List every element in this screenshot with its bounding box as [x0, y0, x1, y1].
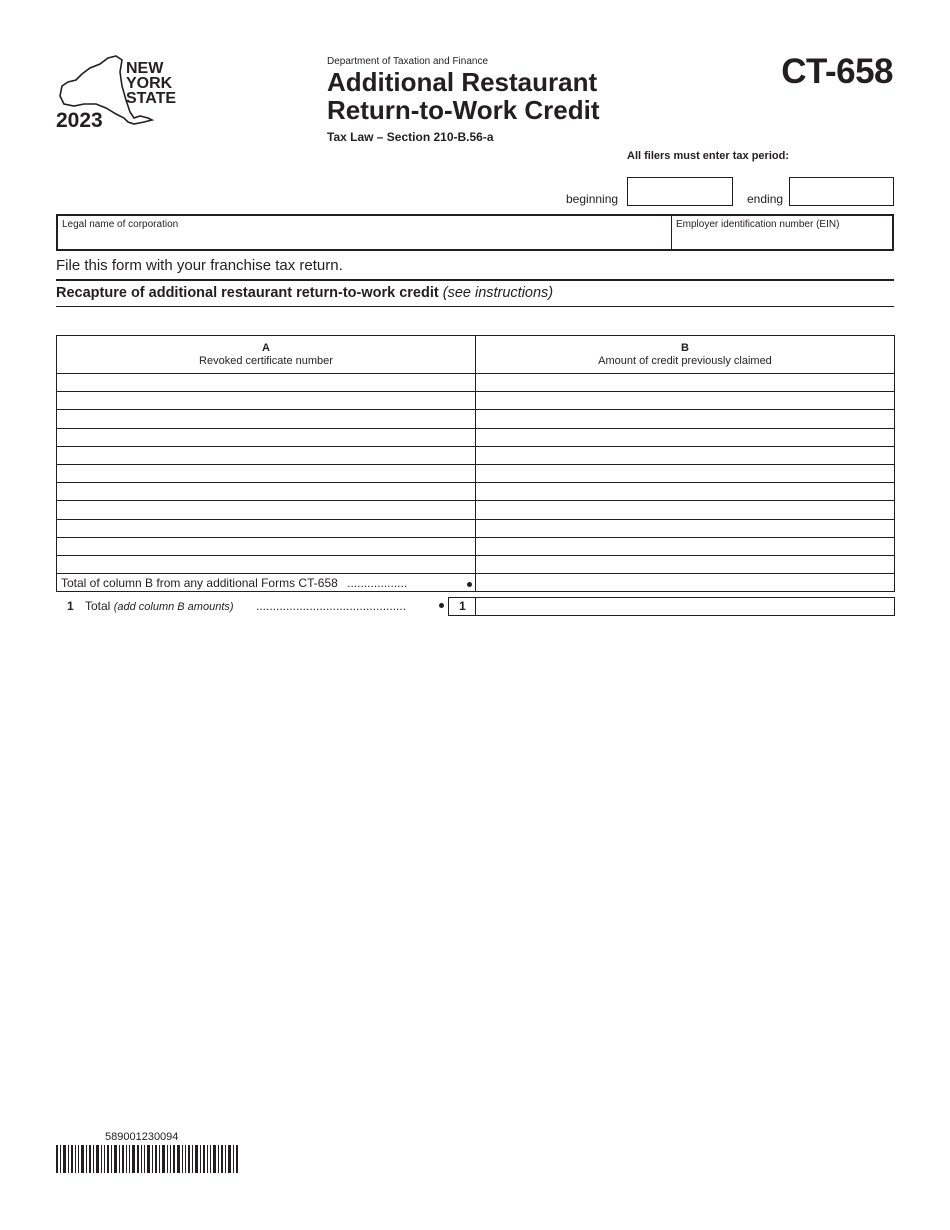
form-title-line2: Return-to-Work Credit: [327, 95, 600, 125]
identity-box: [56, 214, 894, 251]
credit-amount-cell[interactable]: [476, 537, 895, 555]
line-1-total-row: [56, 597, 894, 615]
additional-total-row: [57, 574, 895, 592]
barcode-icon: [56, 1145, 240, 1173]
form-number: CT-658: [781, 52, 893, 91]
credit-amount-cell[interactable]: [476, 501, 895, 519]
table-row: [57, 446, 895, 464]
credit-amount-cell[interactable]: [476, 410, 895, 428]
credit-amount-cell[interactable]: [476, 464, 895, 482]
certificate-number-cell[interactable]: [57, 410, 476, 428]
tax-law-reference: Tax Law – Section 210-B.56-a: [327, 130, 494, 144]
logo-word-new: NEW: [126, 60, 164, 77]
column-b-letter: B: [681, 341, 689, 354]
certificate-number-cell[interactable]: [57, 428, 476, 446]
column-b-header: [476, 336, 895, 374]
certificate-number-cell[interactable]: [57, 519, 476, 537]
barcode: [56, 1145, 240, 1173]
column-a-letter: A: [262, 341, 270, 354]
line-1-box-number: 1: [448, 597, 476, 616]
column-a-label: Revoked certificate number: [199, 354, 333, 367]
line-1-label-text: Total: [85, 599, 111, 613]
logo-word-york: YORK: [126, 75, 173, 92]
section-title: Recapture of additional restaurant return-to-work credit: [56, 285, 439, 301]
table-row: [57, 410, 895, 428]
ein-field[interactable]: [672, 216, 892, 249]
table-row: [57, 464, 895, 482]
ein-label: Employer identification number (EIN): [676, 219, 840, 230]
form-title-line1: Additional Restaurant: [327, 67, 598, 97]
line-1-number: 1: [67, 599, 74, 613]
section-heading: [56, 285, 553, 301]
beginning-date-field[interactable]: [627, 177, 733, 206]
certificate-number-cell[interactable]: [57, 537, 476, 555]
certificate-number-cell[interactable]: [57, 483, 476, 501]
certificate-number-cell[interactable]: [57, 374, 476, 392]
table-row: [57, 392, 895, 410]
department-name: Department of Taxation and Finance: [327, 56, 489, 67]
table-row: [57, 519, 895, 537]
leader-dots: ..................: [347, 575, 408, 590]
recapture-table: [56, 335, 894, 592]
certificate-number-cell[interactable]: [57, 555, 476, 573]
table-row: [57, 483, 895, 501]
certificate-number-cell[interactable]: [57, 464, 476, 482]
section-divider-thin: [56, 306, 894, 307]
certificate-number-cell[interactable]: [57, 446, 476, 464]
nys-logo: [56, 52, 186, 132]
corporation-name-field[interactable]: [58, 216, 672, 249]
table-row: [57, 428, 895, 446]
logo-word-state: STATE: [126, 90, 177, 107]
tax-period-instruction: All filers must enter tax period:: [627, 150, 789, 162]
credit-amount-cell[interactable]: [476, 374, 895, 392]
table-row: [57, 501, 895, 519]
table-row: [57, 555, 895, 573]
section-note: (see instructions): [442, 285, 554, 301]
section-divider-thick: [56, 279, 894, 281]
credit-amount-cell[interactable]: [476, 428, 895, 446]
beginning-label: beginning: [566, 192, 619, 206]
column-b-label: Amount of credit previously claimed: [598, 354, 772, 367]
credit-amount-cell[interactable]: [476, 483, 895, 501]
credit-amount-cell[interactable]: [476, 519, 895, 537]
filing-instruction: File this form with your franchise tax return.: [56, 257, 343, 274]
required-bullet-icon: [467, 582, 472, 587]
table-header-row: [57, 336, 895, 374]
corporation-name-label: Legal name of corporation: [62, 219, 179, 230]
form-title: [327, 68, 600, 124]
line-1-label: [85, 599, 234, 613]
line-1-total-amount-field[interactable]: [475, 597, 895, 616]
line-1-note: (add column B amounts): [113, 601, 234, 613]
additional-total-label: Total of column B from any additional Forms CT-658: [61, 575, 338, 590]
credit-amount-cell[interactable]: [476, 555, 895, 573]
table-row: [57, 537, 895, 555]
credit-amount-cell[interactable]: [476, 446, 895, 464]
column-a-header: [57, 336, 476, 374]
form-year: 2023: [56, 109, 103, 132]
additional-total-label-cell: [57, 574, 476, 592]
leader-dots: .............................................: [256, 599, 407, 613]
barcode-number: 589001230094: [105, 1131, 179, 1143]
required-bullet-icon: [439, 603, 444, 608]
additional-total-amount-field[interactable]: [476, 574, 895, 592]
certificate-number-cell[interactable]: [57, 501, 476, 519]
certificate-number-cell[interactable]: [57, 392, 476, 410]
credit-amount-cell[interactable]: [476, 392, 895, 410]
table-row: [57, 374, 895, 392]
ending-label: ending: [747, 192, 784, 206]
ending-date-field[interactable]: [789, 177, 894, 206]
